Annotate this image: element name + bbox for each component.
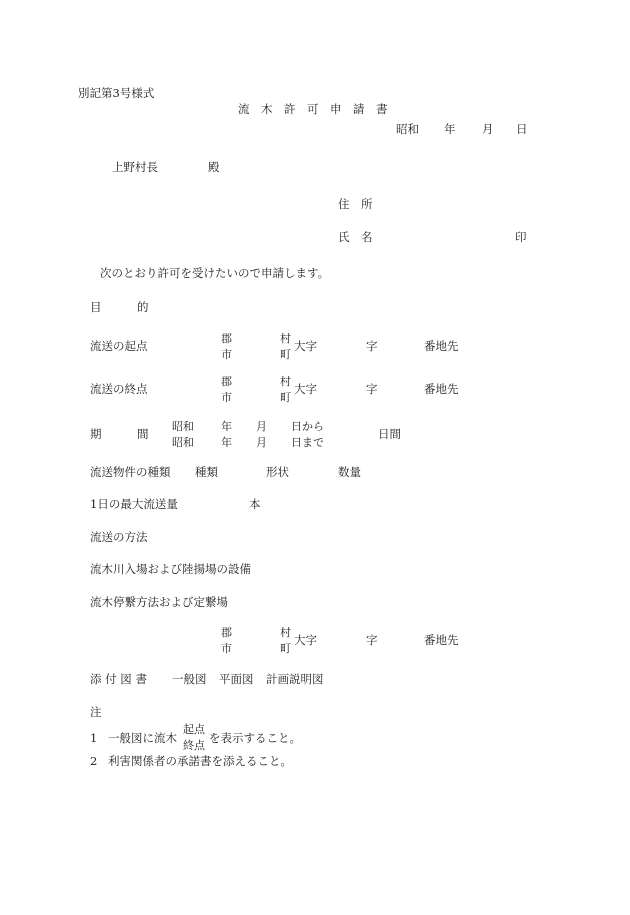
notes-label: 注: [90, 705, 102, 719]
intro-text: 次のとおり許可を受けたいので申請します。: [100, 266, 330, 280]
aza-label: 字: [366, 339, 378, 353]
mura-char: 村: [280, 375, 291, 388]
items-kind: 種類: [195, 465, 218, 479]
period-to-month: 月: [256, 436, 267, 449]
items-shape: 形状: [266, 465, 289, 479]
aza-label: 字: [366, 633, 378, 647]
note-2-text: 利害関係者の承諾書を添えること。: [108, 754, 292, 768]
attachment-general-map: 一般図: [172, 672, 207, 686]
note-1-start-point: 起点: [183, 723, 205, 736]
period-label: 期: [90, 427, 102, 441]
max-daily-label: 1日の最大流送量: [90, 497, 178, 511]
mura-char: 村: [280, 332, 291, 345]
note-1-number: 1: [90, 731, 98, 745]
gun-char: 郡: [221, 332, 232, 345]
attachments-label: 添 付 図 書: [90, 672, 147, 686]
note-1-text-after: を表示すること。: [209, 731, 301, 745]
method-label: 流送の方法: [90, 530, 148, 544]
items-quantity: 数量: [338, 465, 361, 479]
addressee-honorific: 殿: [208, 160, 220, 174]
start-point-label: 流送の起点: [90, 339, 148, 353]
period-from-month: 月: [256, 420, 267, 433]
period-from-year: 年: [221, 420, 232, 433]
document-title: 流 木 許 可 申 請 書: [238, 102, 388, 116]
date-day: 日: [516, 122, 528, 136]
date-era: 昭和: [396, 122, 419, 136]
seal-mark: 印: [515, 230, 527, 244]
end-point-label: 流送の終点: [90, 382, 148, 396]
addressee-name: 上野村長: [112, 160, 158, 174]
attachment-plan-map: 平面図: [219, 672, 254, 686]
note-1-end-point: 終点: [183, 739, 205, 752]
oaza-label: 大字: [294, 382, 317, 396]
gun-char: 郡: [221, 375, 232, 388]
period-days: 日間: [378, 427, 401, 441]
machi-char: 町: [280, 348, 291, 361]
aza-label: 字: [366, 382, 378, 396]
shi-char: 市: [221, 348, 232, 361]
banchi-label: 番地先: [424, 382, 459, 396]
banchi-label: 番地先: [424, 339, 459, 353]
purpose-label-2: 的: [137, 300, 149, 314]
items-label: 流送物件の種類: [90, 465, 171, 479]
purpose-label: 目: [90, 300, 102, 314]
gun-char: 郡: [221, 626, 232, 639]
form-label: 別記第3号様式: [78, 86, 155, 100]
note-2-number: 2: [90, 754, 98, 768]
date-month: 月: [482, 122, 494, 136]
address-label: 住 所: [338, 197, 373, 211]
machi-char: 町: [280, 391, 291, 404]
shi-char: 市: [221, 642, 232, 655]
oaza-label: 大字: [294, 633, 317, 647]
note-1-text-before: 一般図に流木: [108, 731, 177, 745]
mura-char: 村: [280, 626, 291, 639]
attachment-plan-description: 計画説明図: [266, 672, 324, 686]
shi-char: 市: [221, 391, 232, 404]
machi-char: 町: [280, 642, 291, 655]
period-label-2: 間: [137, 427, 149, 441]
banchi-label: 番地先: [424, 633, 459, 647]
period-to-day: 日まで: [291, 436, 324, 449]
period-from-day: 日から: [291, 420, 324, 433]
facilities-label: 流木川入場および陸揚場の設備: [90, 562, 251, 576]
period-to-year: 年: [221, 436, 232, 449]
mooring-label: 流木停繋方法および定繋場: [90, 595, 228, 609]
period-to-era: 昭和: [172, 436, 194, 449]
oaza-label: 大字: [294, 339, 317, 353]
period-from-era: 昭和: [172, 420, 194, 433]
max-daily-unit: 本: [249, 497, 261, 511]
date-year: 年: [444, 122, 456, 136]
name-label: 氏 名: [338, 230, 373, 244]
